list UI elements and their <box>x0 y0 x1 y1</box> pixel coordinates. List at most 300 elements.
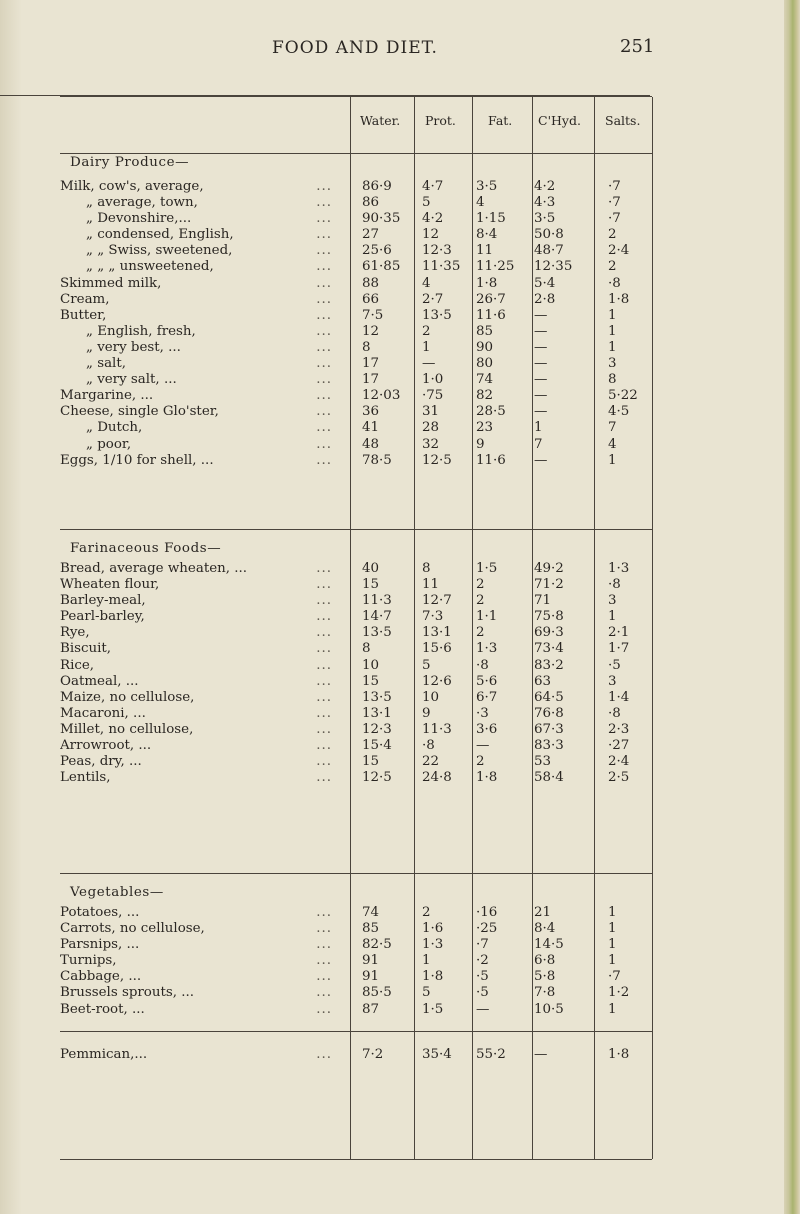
col-header-protein: Prot. <box>425 113 456 128</box>
row-label-text: Carrots, no cellulose, <box>60 921 205 937</box>
fat-value: 1·15 <box>476 211 506 227</box>
carbohydrate-value: — <box>534 404 548 420</box>
fat-value: ·3 <box>476 705 489 721</box>
water-value: 40 <box>362 561 380 576</box>
fat-value: 11·6 <box>476 452 506 468</box>
row-label-text: Peas, dry, ... <box>60 754 142 770</box>
fat-value: ·5 <box>476 969 489 985</box>
leader-dots: ... <box>316 921 332 937</box>
row-label-text: Turnips, <box>60 953 117 969</box>
protein-value: 7·3 <box>422 609 444 625</box>
water-value: 86 <box>362 195 380 211</box>
row-label <box>60 1047 336 1063</box>
carbohydrate-value: 71·2 <box>534 577 564 593</box>
row-label <box>60 324 336 340</box>
salts-value: 1 <box>608 609 617 625</box>
table-row <box>60 706 652 722</box>
row-label-text: Milk, cow's, average, <box>60 179 204 194</box>
carbohydrate-value: 8·4 <box>534 921 556 937</box>
salts-value: 1·4 <box>608 689 630 705</box>
protein-value: 1·8 <box>422 969 444 985</box>
salts-value: 1 <box>608 953 617 969</box>
protein-value: 1 <box>422 953 431 969</box>
row-label-text: Butter, <box>60 307 107 323</box>
row-label <box>60 706 336 722</box>
leader-dots: ... <box>316 323 332 339</box>
table-row <box>60 641 652 657</box>
fat-value: 1·3 <box>476 641 498 657</box>
fat-value: 28·5 <box>476 404 506 420</box>
carbohydrate-value: 14·5 <box>534 937 564 953</box>
table-row <box>60 308 652 324</box>
table-row <box>60 1047 652 1063</box>
protein-value: 1·0 <box>422 372 444 388</box>
fat-value: 1·5 <box>476 561 498 576</box>
row-label-text: Cabbage, ... <box>60 969 142 985</box>
protein-value: 2·7 <box>422 291 444 307</box>
leader-dots: ... <box>316 307 332 323</box>
page-number: 251 <box>620 36 655 57</box>
row-label <box>60 674 336 690</box>
row-label-text: „ very best, ... <box>86 339 181 355</box>
salts-value: ·8 <box>608 275 621 291</box>
salts-value: 1 <box>608 1001 617 1017</box>
row-label-text: Pearl-barley, <box>60 609 145 625</box>
row-label <box>60 593 336 609</box>
salts-value: ·8 <box>608 577 621 593</box>
row-label <box>60 388 336 404</box>
salts-value: 1·8 <box>608 291 630 307</box>
row-label-text: „ salt, <box>86 356 126 372</box>
leader-dots: ... <box>316 625 332 641</box>
table-row <box>60 921 652 937</box>
carbohydrate-value: — <box>534 323 548 339</box>
carbohydrate-value: 4·3 <box>534 195 556 211</box>
row-label-text: Lentils, <box>60 770 111 786</box>
salts-value: ·27 <box>608 738 630 754</box>
col-header-salts: Salts. <box>605 113 641 128</box>
section-title: Vegetables— <box>70 885 164 900</box>
leader-dots: ... <box>316 953 332 969</box>
leader-dots: ... <box>316 754 332 770</box>
fat-value: ·8 <box>476 657 489 673</box>
row-label <box>60 561 336 577</box>
leader-dots: ... <box>316 291 332 307</box>
fat-value: ·2 <box>476 953 489 969</box>
water-value: 61·85 <box>362 259 401 275</box>
row-label-text: „ Dutch, <box>86 420 143 436</box>
row-label <box>60 211 336 227</box>
carbohydrate-value: 5·8 <box>534 969 556 985</box>
col-header-water: Water. <box>360 113 401 128</box>
salts-value: 1 <box>608 307 617 323</box>
row-label <box>60 340 336 356</box>
leader-dots: ... <box>316 905 332 920</box>
leader-dots: ... <box>316 721 332 737</box>
section-title: Dairy Produce— <box>70 155 190 170</box>
row-label <box>60 658 336 674</box>
fat-value: 1·8 <box>476 770 498 786</box>
row-label <box>60 985 336 1001</box>
carbohydrate-value: 12·35 <box>534 259 573 275</box>
table-row <box>60 937 652 953</box>
leader-dots: ... <box>316 195 332 211</box>
row-label-text: „ condensed, English, <box>86 227 234 243</box>
row-label <box>60 404 336 420</box>
protein-value: 4·7 <box>422 179 444 194</box>
carbohydrate-value: 49·2 <box>534 561 564 576</box>
carbohydrate-value: — <box>534 356 548 372</box>
leader-dots: ... <box>316 969 332 985</box>
table-row <box>60 722 652 738</box>
protein-value: 2 <box>422 905 431 920</box>
protein-value: 11·35 <box>422 259 461 275</box>
fat-value: 2 <box>476 593 485 609</box>
carbohydrate-value: 1 <box>534 420 543 436</box>
carbohydrate-value: 63 <box>534 673 552 689</box>
water-value: 17 <box>362 372 380 388</box>
section-rows <box>60 561 652 786</box>
table-row <box>60 593 652 609</box>
salts-value: ·7 <box>608 195 621 211</box>
salts-value: ·7 <box>608 179 621 194</box>
book-spine-edge <box>784 0 800 1214</box>
row-label <box>60 905 336 921</box>
water-value: 85·5 <box>362 985 392 1001</box>
row-label <box>60 276 336 292</box>
row-label-text: Potatoes, ... <box>60 905 140 920</box>
table-row <box>60 969 652 985</box>
water-value: 7·2 <box>362 1047 384 1062</box>
leader-dots: ... <box>316 243 332 259</box>
leader-dots: ... <box>316 985 332 1001</box>
protein-value: 4·2 <box>422 211 444 227</box>
row-label-text: Eggs, 1/10 for shell, ... <box>60 452 214 468</box>
fat-value: — <box>476 1001 490 1017</box>
protein-value: 12·5 <box>422 452 452 468</box>
protein-value: 5 <box>422 657 431 673</box>
salts-value: 2·3 <box>608 721 630 737</box>
table-row <box>60 690 652 706</box>
salts-value: 2·4 <box>608 754 630 770</box>
leader-dots: ... <box>316 738 332 754</box>
carbohydrate-value: 50·8 <box>534 227 564 243</box>
carbohydrate-value: 6·8 <box>534 953 556 969</box>
nutrition-table <box>60 96 652 1160</box>
protein-value: 13·1 <box>422 625 452 641</box>
water-value: 74 <box>362 905 380 920</box>
leader-dots: ... <box>316 593 332 609</box>
table-row <box>60 211 652 227</box>
fat-value: 8·4 <box>476 227 498 243</box>
table-row <box>60 340 652 356</box>
carbohydrate-value: 67·3 <box>534 721 564 737</box>
table-row <box>60 453 652 469</box>
fat-value: 74 <box>476 372 494 388</box>
protein-value: 22 <box>422 754 440 770</box>
leader-dots: ... <box>316 388 332 404</box>
carbohydrate-value: 71 <box>534 593 552 609</box>
table-row <box>60 561 652 577</box>
salts-value: 8 <box>608 372 617 388</box>
table-row <box>60 227 652 243</box>
fat-value: — <box>476 738 490 754</box>
protein-value: ·75 <box>422 388 444 404</box>
row-label <box>60 641 336 657</box>
carbohydrate-value: 4·2 <box>534 179 556 194</box>
table-row <box>60 1002 652 1018</box>
row-label-text: Oatmeal, ... <box>60 673 139 689</box>
water-value: 12·5 <box>362 770 392 786</box>
salts-value: 2·5 <box>608 770 630 786</box>
table-row <box>60 372 652 388</box>
water-value: 8 <box>362 641 371 657</box>
carbohydrate-value: 53 <box>534 754 552 770</box>
fat-value: 82 <box>476 388 494 404</box>
water-value: 8 <box>362 339 371 355</box>
table-row <box>60 609 652 625</box>
table-row <box>60 985 652 1001</box>
fat-value: 26·7 <box>476 291 506 307</box>
row-label <box>60 969 336 985</box>
table-row <box>60 195 652 211</box>
salts-value: ·7 <box>608 969 621 985</box>
running-head: FOOD AND DIET. <box>272 38 438 58</box>
protein-value: 28 <box>422 420 440 436</box>
salts-value: 3 <box>608 593 617 609</box>
leader-dots: ... <box>316 561 332 576</box>
row-label <box>60 243 336 259</box>
water-value: 88 <box>362 275 380 291</box>
carbohydrate-value: 64·5 <box>534 689 564 705</box>
row-label-text: „ Devonshire,... <box>86 211 192 227</box>
row-label <box>60 227 336 243</box>
protein-value: 8 <box>422 561 431 576</box>
carbohydrate-value: 3·5 <box>534 211 556 227</box>
row-label <box>60 259 336 275</box>
fat-value: 80 <box>476 356 494 372</box>
salts-value: ·5 <box>608 657 621 673</box>
fat-value: 11·25 <box>476 259 515 275</box>
leader-dots: ... <box>316 275 332 291</box>
salts-value: 1·7 <box>608 641 630 657</box>
protein-value: 5 <box>422 985 431 1001</box>
row-label <box>60 453 336 469</box>
salts-value: 2·4 <box>608 243 630 259</box>
row-label-text: Brussels sprouts, ... <box>60 985 195 1001</box>
water-value: 13·1 <box>362 705 392 721</box>
protein-value: 1·6 <box>422 921 444 937</box>
row-label <box>60 437 336 453</box>
header-rule <box>60 153 652 154</box>
protein-value: 13·5 <box>422 307 452 323</box>
salts-value: 4·5 <box>608 404 630 420</box>
protein-value: 12·6 <box>422 673 452 689</box>
row-label <box>60 292 336 308</box>
protein-value: 15·6 <box>422 641 452 657</box>
water-value: 90·35 <box>362 211 401 227</box>
carbohydrate-value: 75·8 <box>534 609 564 625</box>
salts-value: 1 <box>608 339 617 355</box>
leader-dots: ... <box>316 179 332 194</box>
section-rule <box>60 1031 652 1032</box>
fat-value: ·25 <box>476 921 498 937</box>
fat-value: 11·6 <box>476 307 506 323</box>
water-value: 14·7 <box>362 609 392 625</box>
row-label-text: Rye, <box>60 625 90 641</box>
fat-value: 3·6 <box>476 721 498 737</box>
row-label-text: Macaroni, ... <box>60 705 146 721</box>
pemmican-row <box>60 1047 652 1063</box>
table-row <box>60 658 652 674</box>
salts-value: 5·22 <box>608 388 638 404</box>
leader-dots: ... <box>316 641 332 657</box>
row-label-text: „ „ Swiss, sweetened, <box>86 243 233 259</box>
row-label <box>60 722 336 738</box>
carbohydrate-value: 83·3 <box>534 738 564 754</box>
water-value: 13·5 <box>362 625 392 641</box>
fat-value: 23 <box>476 420 494 436</box>
row-label <box>60 420 336 436</box>
fat-value: 1·1 <box>476 609 498 625</box>
leader-dots: ... <box>316 356 332 372</box>
carbohydrate-value: — <box>534 372 548 388</box>
table-row <box>60 388 652 404</box>
leader-dots: ... <box>316 372 332 388</box>
protein-value: 4 <box>422 275 431 291</box>
protein-value: 32 <box>422 436 440 452</box>
row-label <box>60 372 336 388</box>
row-label-text: Rice, <box>60 657 95 673</box>
fat-value: 11 <box>476 243 494 259</box>
table-row <box>60 259 652 275</box>
salts-value: 1·8 <box>608 1047 630 1062</box>
salts-value: 1 <box>608 323 617 339</box>
water-value: 7·5 <box>362 307 384 323</box>
protein-value: 11·3 <box>422 721 452 737</box>
leader-dots: ... <box>316 689 332 705</box>
leader-dots: ... <box>316 420 332 436</box>
water-value: 15 <box>362 754 380 770</box>
table-row <box>60 437 652 453</box>
carbohydrate-value: — <box>534 452 548 468</box>
fat-value: 55·2 <box>476 1047 506 1062</box>
fat-value: ·5 <box>476 985 489 1001</box>
leader-dots: ... <box>316 673 332 689</box>
row-label-text: Parsnips, ... <box>60 937 140 953</box>
row-label <box>60 308 336 324</box>
salts-value: 4 <box>608 436 617 452</box>
row-label-text: Maize, no cellulose, <box>60 689 195 705</box>
leader-dots: ... <box>316 705 332 721</box>
table-row <box>60 292 652 308</box>
row-label-text: „ average, town, <box>86 195 198 211</box>
row-label-text: Biscuit, <box>60 641 112 657</box>
fat-value: 5·6 <box>476 673 498 689</box>
fat-value: 3·5 <box>476 179 498 194</box>
water-value: 41 <box>362 420 380 436</box>
leader-dots: ... <box>316 259 332 275</box>
salts-value: 2 <box>608 259 617 275</box>
row-label <box>60 937 336 953</box>
table-row <box>60 738 652 754</box>
carbohydrate-value: 69·3 <box>534 625 564 641</box>
protein-value: 2 <box>422 323 431 339</box>
protein-value: 5 <box>422 195 431 211</box>
water-value: 82·5 <box>362 937 392 953</box>
leader-dots: ... <box>316 937 332 953</box>
row-label-text: „ English, fresh, <box>86 323 196 339</box>
water-value: 13·5 <box>362 689 392 705</box>
section-rows <box>60 905 652 1018</box>
row-label-text: Bread, average wheaten, ... <box>60 561 248 576</box>
row-label-text: Cheese, single Glo'ster, <box>60 404 219 420</box>
carbohydrate-value: 2·8 <box>534 291 556 307</box>
protein-value: 12·3 <box>422 243 452 259</box>
water-value: 91 <box>362 969 380 985</box>
table-row <box>60 243 652 259</box>
protein-value: 11 <box>422 577 440 593</box>
carbohydrate-value: 7·8 <box>534 985 556 1001</box>
salts-value: 2 <box>608 227 617 243</box>
protein-value: 1·3 <box>422 937 444 953</box>
leader-dots: ... <box>316 227 332 243</box>
carbohydrate-value: 76·8 <box>534 705 564 721</box>
leader-dots: ... <box>316 436 332 452</box>
protein-value: 24·8 <box>422 770 452 786</box>
protein-value: 10 <box>422 689 440 705</box>
page-left-shadow <box>0 0 22 1214</box>
table-row <box>60 953 652 969</box>
fat-value: 9 <box>476 436 485 452</box>
protein-value: ·8 <box>422 738 435 754</box>
carbohydrate-value: 58·4 <box>534 770 564 786</box>
protein-value: 1 <box>422 339 431 355</box>
carbohydrate-value: — <box>534 339 548 355</box>
table-row <box>60 577 652 593</box>
row-label-text: „ „ „ unsweetened, <box>86 259 214 275</box>
leader-dots: ... <box>316 452 332 468</box>
water-value: 78·5 <box>362 452 392 468</box>
salts-value: 1·3 <box>608 561 630 576</box>
leader-dots: ... <box>316 577 332 593</box>
carbohydrate-value: 48·7 <box>534 243 564 259</box>
row-label-text: „ very salt, ... <box>86 372 177 388</box>
salts-value: ·7 <box>608 211 621 227</box>
row-label <box>60 921 336 937</box>
protein-value: 9 <box>422 705 431 721</box>
section-rule <box>60 873 652 874</box>
leader-dots: ... <box>316 404 332 420</box>
salts-value: 1 <box>608 921 617 937</box>
table-row <box>60 404 652 420</box>
water-value: 17 <box>362 356 380 372</box>
carbohydrate-value: 10·5 <box>534 1001 564 1017</box>
water-value: 10 <box>362 657 380 673</box>
table-row <box>60 276 652 292</box>
row-label <box>60 1002 336 1018</box>
protein-value: 1·5 <box>422 1001 444 1017</box>
water-value: 15 <box>362 673 380 689</box>
water-value: 15·4 <box>362 738 392 754</box>
carbohydrate-value: 73·4 <box>534 641 564 657</box>
water-value: 12·03 <box>362 388 401 404</box>
table-row <box>60 905 652 921</box>
section-title: Farinaceous Foods— <box>70 541 222 556</box>
water-value: 87 <box>362 1001 380 1017</box>
water-value: 36 <box>362 404 380 420</box>
row-label <box>60 953 336 969</box>
